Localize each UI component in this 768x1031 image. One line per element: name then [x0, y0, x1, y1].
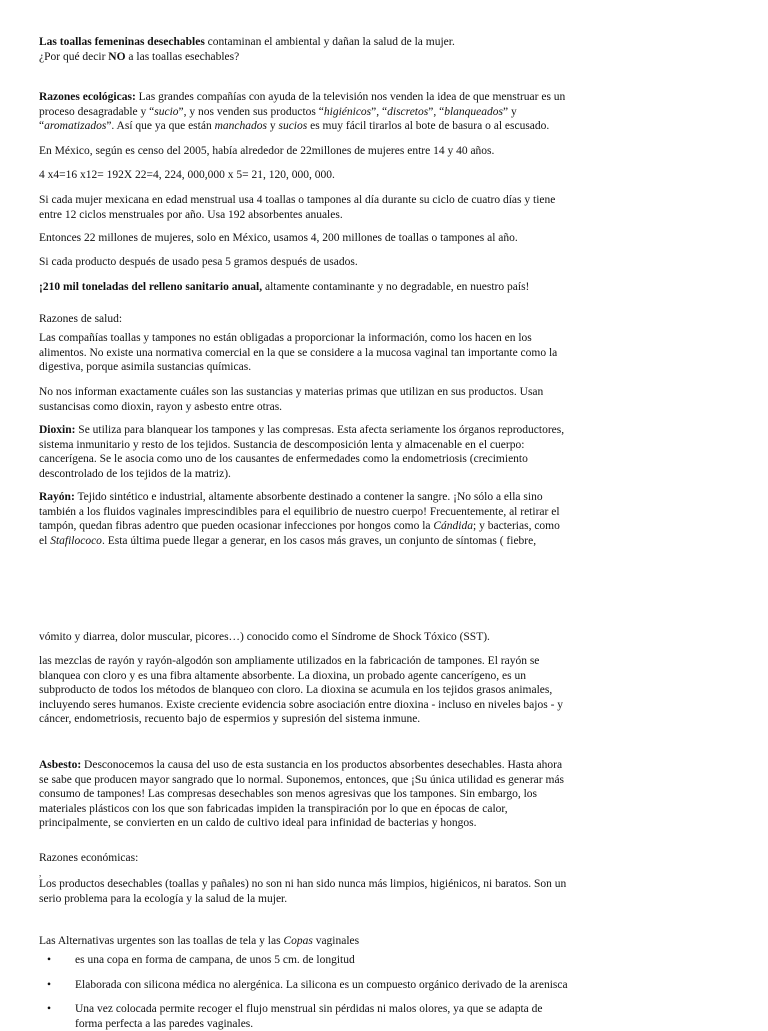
bullet-icon: • — [47, 1003, 52, 1015]
eco-text: ” y “ — [39, 105, 517, 132]
eco-text: y — [266, 120, 279, 132]
eco-text: ”, “ — [371, 105, 388, 118]
alternativas-text: vaginales — [312, 935, 360, 947]
rayon-italic: Cándida — [433, 520, 474, 532]
rayon-label: Rayón: — [39, 491, 75, 503]
toneladas-bold: ¡210 mil toneladas del relleno sanitario anual, — [39, 281, 263, 293]
toneladas-rest: altamente contaminante y no degradable, en nuestro país! — [262, 281, 530, 293]
paragraph-salud: Las compañías toallas y tampones no están obligadas a proporcionar la información, como los hacen en los alimentos. No existe una normativa comercial en la que se considere a la mucosa vaginal tan importante como la digestiva, porque asimila sustancias químicas. — [39, 332, 558, 373]
title-rest: contaminan el ambiental y dañan la salud de la mujer. — [204, 36, 455, 48]
eco-italic: aromatizados — [44, 120, 107, 132]
paragraph-entonces: Entonces 22 millones de mujeres, solo en México, usamos 4, 200 millones de toallas o tampones al año. — [39, 232, 518, 244]
paragraph-eco — [39, 90, 569, 134]
paragraph-censo: En México, según es censo del 2005, había alrededor de 22millones de mujeres entre 14 y 40 años. — [39, 145, 495, 157]
rayon-text: ; y bacterias, como el — [39, 520, 560, 547]
bullet-icon: • — [47, 978, 52, 991]
list-item — [39, 978, 569, 993]
section-heading-economicas: Razones económicas: — [39, 852, 139, 864]
paragraph-dioxin — [39, 423, 569, 481]
eco-text: es muy fácil tirarlos al bote de basura o al escusado. — [307, 120, 550, 132]
document-title — [39, 35, 569, 64]
bullet-icon: • — [47, 954, 52, 966]
eco-italic: higiénicos — [323, 105, 372, 118]
paragraph-alternativas — [39, 934, 569, 949]
subtitle-a: ¿Por qué decir — [39, 50, 109, 63]
paragraph-cada-mujer: Si cada mujer mexicana en edad menstrual usa 4 toallas o tampones al día durante su ciclo de cuatro días y tiene entre 12 ciclos menstruales por año. Usa 192 absorbentes anuales. — [39, 194, 556, 221]
dioxin-label: Dioxin: — [39, 424, 76, 436]
title-bold: Las toallas femeninas desechables — [39, 36, 205, 48]
alternativas-text: Las Alternativas urgentes son las toallas de tela y las — [39, 935, 284, 947]
subtitle-no: NO — [108, 50, 126, 63]
paragraph-peso: Si cada producto después de usado pesa 5 gramos después de usados. — [39, 256, 358, 268]
eco-italic: blanqueados — [444, 105, 503, 118]
paragraph-toneladas — [39, 280, 569, 295]
section-heading-salud: Razones de salud: — [39, 313, 123, 325]
list-item-text: Una vez colocada permite recoger el flujo menstrual sin pérdidas ni malos olores, ya que se adapta de forma perfecta a las paredes vaginales. — [75, 1003, 543, 1030]
eco-label: Razones ecológicas: — [39, 91, 136, 103]
list-item-text: es una copa en forma de campana, de unos 5 cm. de longitud — [75, 954, 355, 966]
alternativas-italic: Copas — [283, 935, 313, 947]
rayon-text: . Esta última puede llegar a generar, en los casos más graves, un conjunto de síntomas ( fiebre, — [101, 534, 537, 547]
paragraph-vomito: vómito y diarrea, dolor muscular, picores…) conocido como el Síndrome de Shock Tóxico (SST). — [39, 631, 490, 643]
list-item-text: Elaborada con silicona médica no alergénica. La silicona es un compuesto orgánico derivado de la arenisca — [75, 978, 568, 991]
bullet-list — [39, 953, 569, 1031]
eco-text: ”, y nos venden sus productos “ — [178, 105, 324, 118]
asbesto-label: Asbesto: — [39, 759, 82, 771]
paragraph-asbesto — [39, 758, 569, 831]
eco-italic: manchados — [214, 120, 267, 132]
asbesto-text: Desconocemos la causa del uso de esta sustancia en los productos absorbentes desechables. Hasta ahora se sabe que producen mayor sangrado que lo normal. Suponemos, entonces, que ¡Su única utilidad es generar más consumo de tampones! Las compresas desechables son menos agresivas que los tampones. Sin embargo, los materiales plásticos con los que son fabricadas impiden la transpiración por lo que en épocas de calor, principalmente, se convierten en un caldo de cultivo ideal para infinidad de bacterias y hongos. — [39, 759, 565, 829]
eco-text: ”. Así que ya que están — [106, 120, 215, 132]
eco-text: ”, “ — [428, 105, 445, 118]
eco-text: Las grandes compañías con ayuda de la televisión nos venden la idea de que menstruar es un proceso desagradable y “ — [39, 91, 566, 118]
stray-mark: , — [39, 868, 42, 878]
list-item — [39, 1002, 569, 1031]
paragraph-calculo: 4 x4=16 x12= 192X 22=4, 224, 000,000 x 5= 21, 120, 000, 000. — [39, 169, 335, 181]
paragraph-mezclas: las mezclas de rayón y rayón-algodón son ampliamente utilizados en la fabricación de tampones. El rayón se blanquea con cloro y es una fibra altamente absorbente. La dioxina, un probado agente cancerígeno, es un subproducto de todos los métodos de blanqueo con cloro. La dioxina se acumula en los tejidos grasos animales, incluyendo seres humanos. Existe creciente evidencia sobre asociación entre dioxina - incluso en niveles bajos - y cáncer, endometriosis, recuento bajo de espermios y supresión del sistema inmune. — [39, 655, 564, 725]
subtitle-b: a las toallas esechables? — [125, 50, 240, 63]
list-item — [39, 953, 569, 968]
paragraph-no-informan: No nos informan exactamente cuáles son las sustancias y materias primas que utilizan en sus productos. Usan sustancisas como dioxin, rayon y asbesto entre otras. — [39, 386, 544, 413]
dioxin-text: Se utiliza para blanquear los tampones y las compresas. Esta afecta seriamente los órganos reproductores, sistema inmunitario y resto de los tejidos. Sustancia de descomposición lenta y almacenable en el cuerpo: cancerígena. Se le asocia como uno de los causantes de enfermedades como la endometriosis (crecimiento descontrolado de los tejidos de la matriz). — [39, 424, 565, 480]
rayon-italic: Stafilococo — [50, 534, 102, 547]
rayon-text: Tejido sintético e industrial, altamente absorbente destinado a contener la sangre. ¡No sólo a ella sino también a los fluidos vaginales imprescindibles para el equilibrio de nuestro cuerpo! Frecuentemente, al retirar el tampón, quedan fibras adentro que pueden ocasionar infecciones por hongos como la — [39, 491, 560, 532]
paragraph-economicas: Los productos desechables (toallas y pañales) no son ni han sido nunca más limpios, higiénicos, ni baratos. Son un serio problema para la ecología y la salud de la mujer. — [39, 878, 567, 905]
eco-italic: sucios — [278, 120, 308, 132]
eco-italic: discretos — [387, 105, 429, 118]
eco-italic: sucio — [154, 105, 179, 118]
paragraph-rayon — [39, 490, 569, 548]
